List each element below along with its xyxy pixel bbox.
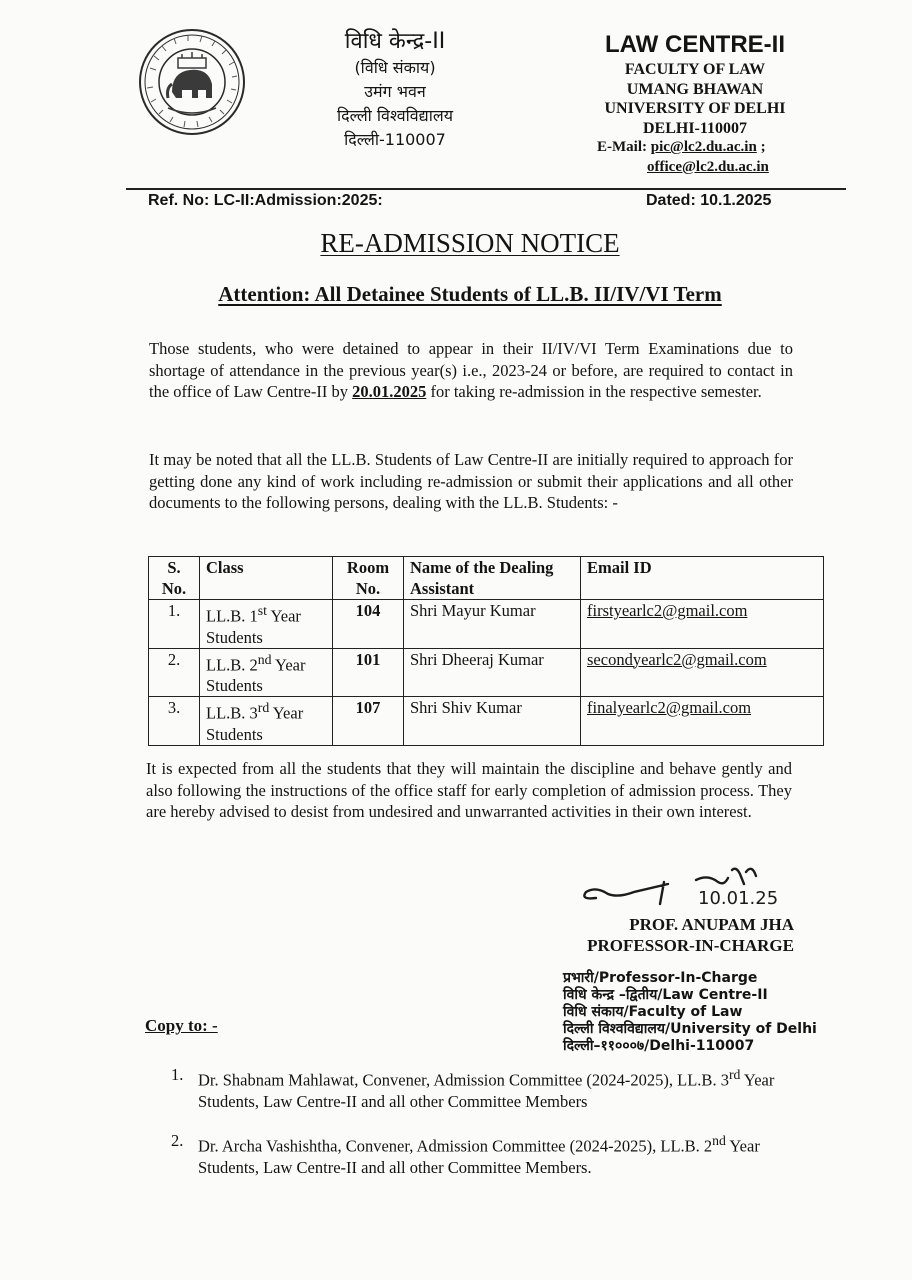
hindi-title: विधि केन्द्र-II	[344, 29, 446, 54]
paragraph-1-text-before: Those students, who were detained to appear in their II/IV/VI Term Examinations due to shortage of attendance in the previous year(s) i.e., 2023-24 or before, are required to contact in the office of Law Centre-II by	[149, 339, 793, 401]
header-divider	[126, 188, 846, 190]
cell-sno: 3.	[149, 697, 200, 746]
cell-email-link[interactable]: firstyearlc2@gmail.com	[581, 600, 824, 649]
signatory-designation: PROFESSOR-IN-CHARGE	[587, 936, 794, 955]
hindi-letterhead	[300, 28, 490, 152]
hindi-line-pin: दिल्ली-110007	[344, 130, 446, 149]
table-row	[149, 697, 824, 746]
table-row	[149, 648, 824, 697]
reference-number: Ref. No: LC-II:Admission:2025:	[148, 192, 383, 209]
cell-room: 101	[333, 648, 404, 697]
stamp-line-4: दिल्ली विश्वविद्यालय/University of Delhi	[563, 1021, 817, 1037]
signatory-block	[570, 914, 794, 956]
cell-name: Shri Dheeraj Kumar	[404, 648, 581, 697]
cell-room: 104	[333, 600, 404, 649]
english-line-university: UNIVERSITY OF DELHI	[604, 100, 786, 117]
paragraph-1	[149, 338, 793, 403]
list-item	[171, 1064, 801, 1112]
hindi-line-university: दिल्ली विश्वविद्यालय	[336, 106, 454, 125]
cell-email-link[interactable]: finalyearlc2@gmail.com	[581, 697, 824, 746]
list-item	[171, 1130, 801, 1178]
stamp-line-1: प्रभारी/Professor-In-Charge	[563, 970, 758, 986]
header-email: Email ID	[581, 557, 824, 600]
email-separator: ;	[756, 139, 766, 155]
notice-title: RE-ADMISSION NOTICE	[320, 228, 620, 258]
university-seal-logo	[138, 28, 246, 136]
hindi-line-building: उमंग भवन	[364, 82, 426, 101]
english-letterhead	[565, 30, 825, 177]
paragraph-2: It may be noted that all the LL.B. Students of Law Centre-II are initially required to approach for getting done any kind of work including re-admission or submit their applications and all other documents to the following persons, dealing with the LL.B. Students: -	[149, 450, 793, 512]
notice-subtitle: Attention: All Detainee Students of LL.B. II/IV/VI Term	[218, 282, 722, 306]
english-title: LAW CENTRE-II	[605, 31, 785, 58]
cell-class: LL.B. 1st Year Students	[200, 600, 333, 649]
english-line-building: UMANG BHAWAN	[626, 80, 764, 98]
stamp-line-3: विधि संकाय/Faculty of Law	[563, 1004, 743, 1020]
stamp-line-5: दिल्ली–११०००७/Delhi-110007	[563, 1038, 755, 1054]
list-item-number: 1.	[171, 1065, 184, 1084]
official-stamp	[563, 970, 817, 1055]
cell-room: 107	[333, 697, 404, 746]
dealing-assistants-table	[148, 556, 824, 746]
english-line-faculty: FACULTY OF LAW	[624, 61, 766, 78]
notice-date: Dated: 10.1.2025	[646, 192, 772, 209]
table-row	[149, 600, 824, 649]
header-name: Name of the Dealing Assistant	[404, 557, 581, 600]
cell-sno: 2.	[149, 648, 200, 697]
header-class: Class	[200, 557, 333, 600]
email-label: E-Mail:	[597, 139, 647, 155]
header-sno: S. No.	[149, 557, 200, 600]
paragraph-1-text-after: for taking re-admission in the respective semester.	[426, 382, 762, 401]
handwritten-signature	[568, 860, 818, 910]
cell-class: LL.B. 3rd Year Students	[200, 697, 333, 746]
email-row-2	[565, 158, 825, 178]
list-item-text: Dr. Archa Vashishtha, Convener, Admission Committee (2024-2025), LL.B. 2nd Year Students, Law Centre-II and all other Committee Members.	[198, 1133, 760, 1177]
cell-email-link[interactable]: secondyearlc2@gmail.com	[581, 648, 824, 697]
cell-name: Shri Mayur Kumar	[404, 600, 581, 649]
paragraph-3: It is expected from all the students that they will maintain the discipline and behave gently and also following the instructions of the office staff for early completion of admission process. They are hereby advised to desist from undesired and unwarranted activities in their own interest.	[146, 759, 792, 821]
signatory-name: PROF. ANUPAM JHA	[629, 915, 794, 934]
email-office-link[interactable]: office@lc2.du.ac.in	[647, 158, 769, 175]
email-row	[565, 138, 825, 158]
list-item-text: Dr. Shabnam Mahlawat, Convener, Admission Committee (2024-2025), LL.B. 3rd Year Students, Law Centre-II and all other Committee Members	[198, 1067, 775, 1111]
stamp-line-2: विधि केन्द्र –द्वितीय/Law Centre-II	[563, 987, 768, 1003]
handwritten-date: 10.01.25	[698, 888, 779, 909]
header-room: Room No.	[333, 557, 404, 600]
cell-sno: 1.	[149, 600, 200, 649]
table-header-row	[149, 557, 824, 600]
deadline-date: 20.01.2025	[352, 382, 427, 401]
list-item-number: 2.	[171, 1131, 184, 1150]
copy-to-label: Copy to: -	[145, 1016, 218, 1035]
cell-name: Shri Shiv Kumar	[404, 697, 581, 746]
english-line-pin: DELHI-110007	[642, 119, 747, 137]
cell-class: LL.B. 2nd Year Students	[200, 648, 333, 697]
hindi-line-faculty: (विधि संकाय)	[354, 58, 436, 77]
email-pic-link[interactable]: pic@lc2.du.ac.in	[650, 139, 757, 155]
